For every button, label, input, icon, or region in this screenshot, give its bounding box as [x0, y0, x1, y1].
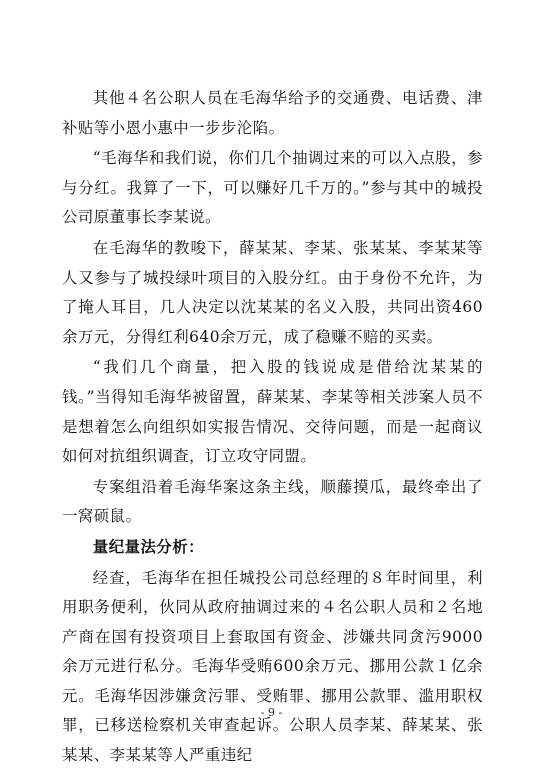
document-body — [62, 84, 483, 772]
paragraph-3: 在毛海华的教唆下，薛某某、李某、张某某、李某某等人又参与了城投绿叶项目的入股分红。由于身份不允许，为了掩人耳目，几人决定以沈某某的名义入股，共同出资460余万元，分得红利640余万元，成了稳赚不赔的买卖。 — [62, 238, 483, 346]
section-heading: 量纪量法分析： — [92, 537, 205, 556]
paragraph-6: 经查，毛海华在担任城投公司总经理的８年时间里，利用职务便利，伙同从政府抽调过来的４名公职人员和２名地产商在国有投资项目上套取国有资金、涉嫌共同贪污9000余万元进行私分。毛海华受贿600余万元、挪用公款１亿余元。毛海华因涉嫌贪污罪、受贿罪、挪用公款罪、滥用职权罪，已移送检察机关审查起诉。公职人员李某、薛某某、张某某、李某某等人严重违纪 — [62, 568, 483, 765]
page-number: - 9 - — [260, 706, 283, 719]
paragraph-2: “毛海华和我们说，你们几个抽调过来的可以入点股，参与分红。我算了一下，可以赚好几千万的。”参与其中的城投公司原董事长李某说。 — [62, 149, 483, 227]
paragraph-4: “我们几个商量，把入股的钱说成是借给沈某某的钱。”当得知毛海华被留置，薛某某、李某等相关涉案人员不是想着怎么向组织如实报告情况、交待问题，而是一起商议如何对抗组织调查，订立攻守同盟。 — [62, 358, 483, 466]
paragraph-1: 其他４名公职人员在毛海华给予的交通费、电话费、津补贴等小恩小惠中一步步沦陷。 — [62, 89, 483, 137]
paragraph-5: 专案组沿着毛海华案这条主线，顺藤摸瓜，最终牵出了一窝硕鼠。 — [62, 477, 483, 526]
